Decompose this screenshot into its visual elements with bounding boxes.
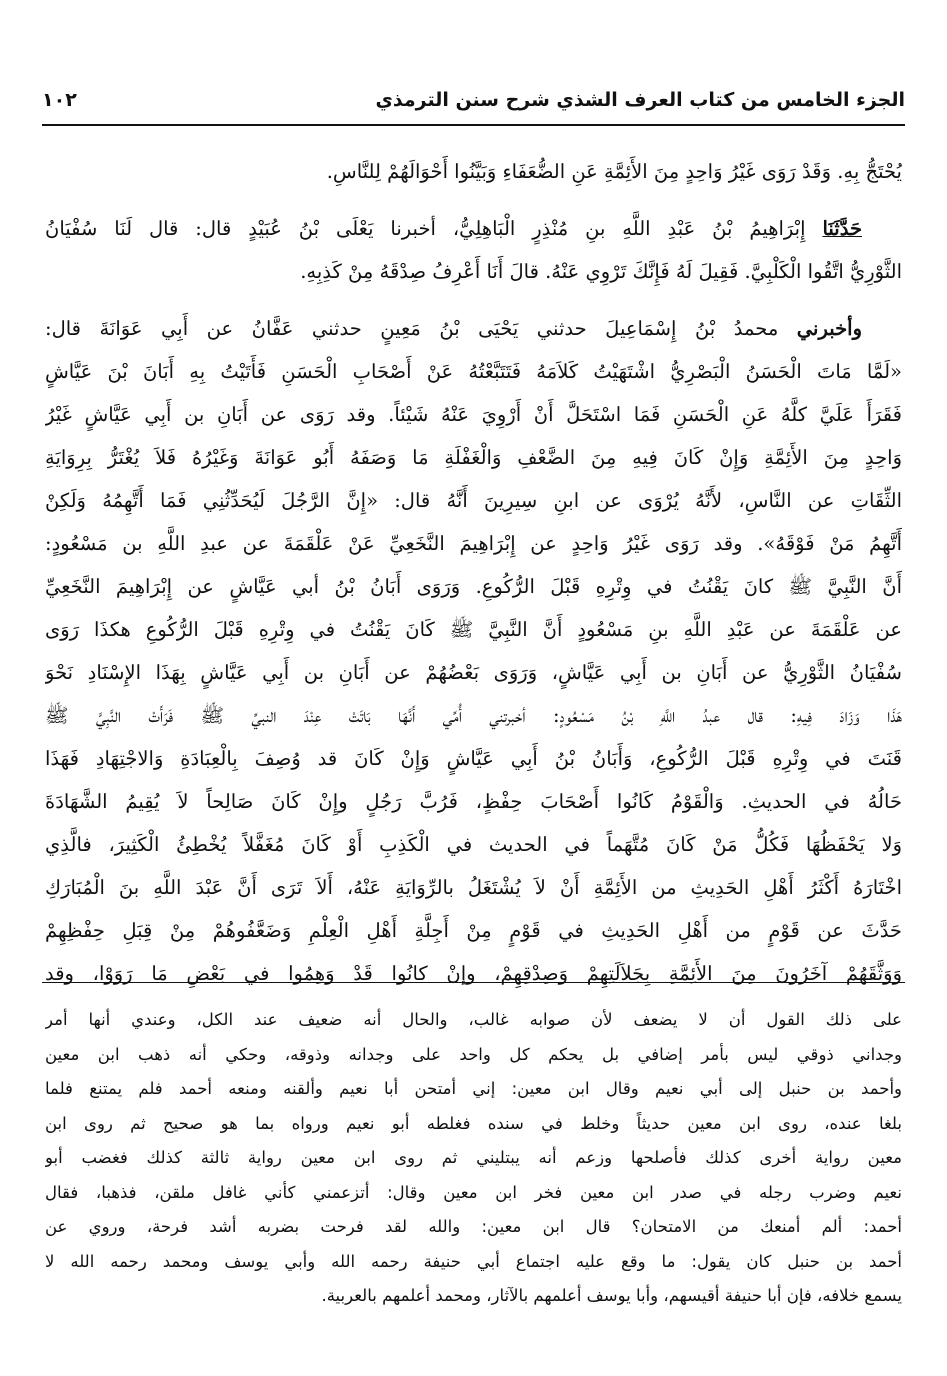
text-line <box>45 207 902 250</box>
text-line: اخْتَارَهُ أَكْثَرُ أَهْلِ الحَدِيثِ من الأَئِمَّةِ أَنْ لاَ يُشْتَغَلُ بالرِّوَايَةِ عَنْهُ، أَلاَ تَرَى أَنَّ عَبْدَ اللَّهِ بنَ الْمُبَارَكِ <box>45 876 902 899</box>
text-line: الثِّقَاتِ عن النَّاسِ، لأَنَّهُ يُرْوَى عن ابنِ سِيرِينَ أَنَّهُ قال: «إِنَّ الرَّجُلَ لَيُحَدِّثُنِي فَمَا أَتَّهِمُهُ وَلَكِنْ <box>45 489 902 512</box>
header-rule <box>42 124 905 126</box>
text-line: سُفْيَانُ الثَّوْرِيُّ عن أَبَانِ بن أَبِي عَيَّاشٍ، وَرَوَى بَعْضُهُمْ عن أَبَانِ بن أَبِي عَيَّاشٍ بِهَذَا الإِسْنَادِ نَحْوَ <box>45 661 902 684</box>
text-line: حَالُهُ في الحديثِ. وَالْقَوْمُ كَانُوا أَصْحَابَ حِفْظٍ، فَرُبَّ رَجُلٍ وإِنْ كَانَ صَالِحاً لاَ يُقِيمُ الشَّهَادَةَ <box>45 790 902 813</box>
footnote-line: على ذلك القول أن لا يضعف لأن صوابه غالب، والحال أنه ضعيف عند الكل، وعندي أنها أمر <box>45 1010 902 1029</box>
text-run: محمدُ بْنُ إِسْمَاعِيلَ حدثني يَحْيَى بْنُ مَعِينٍ حدثني عَفَّانُ عن أَبِي عَوَانَةَ قال: <box>45 317 797 340</box>
text-line: أَنَّ النَّبِيَّ ﷺ كانَ يَقْنُتُ في وِتْرِهِ قَبْلَ الرُّكُوعِ. وَرَوَى أَبَانُ بْنُ أبي عَيَّاشٍ عن إِبْرَاهِيمَ النَّخَعِيِّ <box>45 575 902 598</box>
main-text <box>45 150 902 995</box>
page-number: ١٠٢ <box>42 89 77 111</box>
text-line: وَلا يَحْفَظُهَا فَكُلُّ مَنْ كَانَ مُتَّهَماً في الحديث في الْكَذِبِ أَوْ كَانَ مُغَفَّلاً يُخْطِئُ الْكَثِيرَ، فالَّذِي <box>45 833 902 856</box>
footnote-line: يسمع خلافه، فإن أبا حنيفة أقيسهم، وأبا يوسف أعلمهم بالآثار، ومحمد أعلمهم بالعربية. <box>321 1286 902 1305</box>
running-title: الجزء الخامس من كتاب العرف الشذي شرح سنن الترمذي <box>375 89 905 111</box>
footnote-line: أحمد بن حنبل كان يقول: ما وقع عليه اجتماع أبي حنيفة رحمه الله وأبي يوسف ومحمد رحمه الله لا <box>45 1251 902 1271</box>
paragraph-gap <box>45 293 902 307</box>
footnote-text <box>45 1003 902 1314</box>
running-header <box>42 82 905 118</box>
footnote-line: نعيم وضرب رجله في صدر ابن معين فخر ابن معين وقال: أتزعمني كأني غافل ملقن، فذهبا، فقال <box>45 1182 902 1202</box>
text-line: وَاحِدٍ مِنَ الأَئِمَّةِ وَإِنْ كَانَ فِيهِ مِنَ الضَّعْفِ وَالْغَفْلَةِ مَا وَصَفَهُ أَبُو عَوَانَةَ وَغَيْرُهُ فَلاَ يُغْتَرُّ بِرِوَايَةِ <box>45 446 902 469</box>
footnote-line: وأحمد بن حنبل إلى أبي نعيم وقال ابن معين: إني أمتحن أبا نعيم وألقنه ومنعه أحمد فلم يمتنع فلما <box>45 1079 902 1098</box>
text-line: حَدَّثَ عن قَوْمٍ من أَهْلِ الحَدِيثِ في قَوْمٍ مِنْ أَجِلَّةِ أَهْلِ الْعِلْمِ وَضَعَّفُوهُمْ مِنْ قِبَلِ حِفْظِهِمْ <box>45 919 902 942</box>
footnote-line: معين رواية أخرى كذلك فأصلحها وزعم أنه يبتليني ثم روى ابن معين رواية ثالثة كذلك فغضب أبو <box>45 1148 902 1167</box>
text-line: وَوَثَّقَهُمْ آخَرُونَ مِنَ الأَئِمَّةِ بِجَلاَلَتِهِمْ وَصِدْقِهِمْ، وإنْ كانُوا قَدْ وَهِمُوا في بَعْضِ مَا رَوَوْا، وقد <box>45 962 902 985</box>
footnote-separator <box>42 982 905 983</box>
text-line: الثَّوْرِيُّ اتَّقُوا الْكَلْبِيَّ. فَقِيلَ لَهُ فَإِنَّكَ تَرْوِي عَنْهُ. قالَ أَنَا أَعْرِفُ صِدْقَهُ مِنْ كَذِبِهِ. <box>300 260 902 283</box>
footnote-line: وجداني ذوقي ليس بأمر إضافي بل يحكم كل واحد على وجدانه وذوقه، وحكي أنه ذهب ابن معين <box>45 1044 902 1064</box>
paragraph-2 <box>45 207 902 293</box>
footnote-line: أحمد: ألم أمنعك من الامتحان؟ قال ابن معين: والله لقد فرحت بضربه أشد فرحة، وروي عن <box>45 1217 902 1236</box>
text-line: قَنَتَ في وِتْرِهِ قَبْلَ الرُّكُوعِ، وَأَبَانُ بْنُ أَبِي عَيَّاشٍ وَإِنْ كَانَ قد وُصِفَ بِالْعِبَادَةِ وَالاجْتِهَادِ فَهَذَا <box>45 747 902 770</box>
text-line: هَذَا وَزَادَ فِيهِ: قال عبدُ اللَّهِ بْنُ مَسْعُودٍ: أخبرتني أُمِّي أَنَّهَا بَاتَتْ عِنْدَ النبيِّ ﷺ فَرَأَتْ النَّبِيَّ ﷺ <box>45 704 902 727</box>
paragraph-gap <box>45 193 902 207</box>
text-line: «لَمَّا مَاتَ الْحَسَنُ الْبَصْرِيُّ اشْتَهَيْتُ كَلاَمَهُ فَتَتَبَّعْتُهُ عَنْ أَصْحَابِ الْحَسَنِ فَأَتَيْتُ بِهِ أَبَانَ بْنَ عَيَّاشٍ <box>45 360 902 383</box>
text-line <box>45 307 902 350</box>
text-line: عن عَلْقَمَةَ عن عَبْدِ اللَّهِ بنِ مَسْعُودٍ أَنَّ النَّبِيَّ ﷺ كَانَ يَقْنُتُ في وِتْرِهِ قَبْلَ الرُّكُوعِ هكذَا رَوَى <box>45 618 902 641</box>
text-line: فَقَرَأَ عَلَيَّ كلَّهُ عَنِ الْحَسَنِ فَمَا اسْتَحَلَّ أَنْ أَرْوِيَ عَنْهُ شَيْئاً. وقد رَوَى عن أَبَانِ بن أَبِي عَيَّاشٍ غَيْرُ <box>45 403 902 426</box>
text-line: يُحْتَجُّ بِهِ. وَقَدْ رَوَى غَيْرُ وَاحِدٍ مِنَ الأَئِمَّةِ عَنِ الضُّعَفَاءِ وَبَيَّنُوا أَحْوَالَهُمْ لِلنَّاسِ. <box>326 160 902 183</box>
text-line: أَتَّهِمُ مَنْ فَوْقَهُ». وقد رَوَى غَيْرُ وَاحِدٍ عن إِبْرَاهِيمَ النَّخَعِيِّ عَنْ عَلْقَمَةَ عن عبدِ اللَّهِ بن مَسْعُودٍ: <box>45 532 902 555</box>
paragraph-3 <box>45 307 902 995</box>
hadith-lead-word: حَدَّثَنَا <box>822 217 862 240</box>
footnote-line: بلغا عنده، روى ابن معين حديثاً وخلط في سنده فغلطه أبو نعيم ورواه بما هو صحيح ثم روى ابن <box>45 1113 902 1133</box>
text-run: إِبْرَاهِيمُ بْنُ عَبْدِ اللَّهِ بنِ مُنْذِرٍ الْبَاهِلِيُّ، أخبرنا يَعْلَى بْنُ عُبَيْدٍ قال: قال لَنَا سُفْيَانُ <box>45 217 823 240</box>
hadith-lead-word: وأخبرني <box>796 317 862 340</box>
paragraph-1 <box>45 150 902 193</box>
